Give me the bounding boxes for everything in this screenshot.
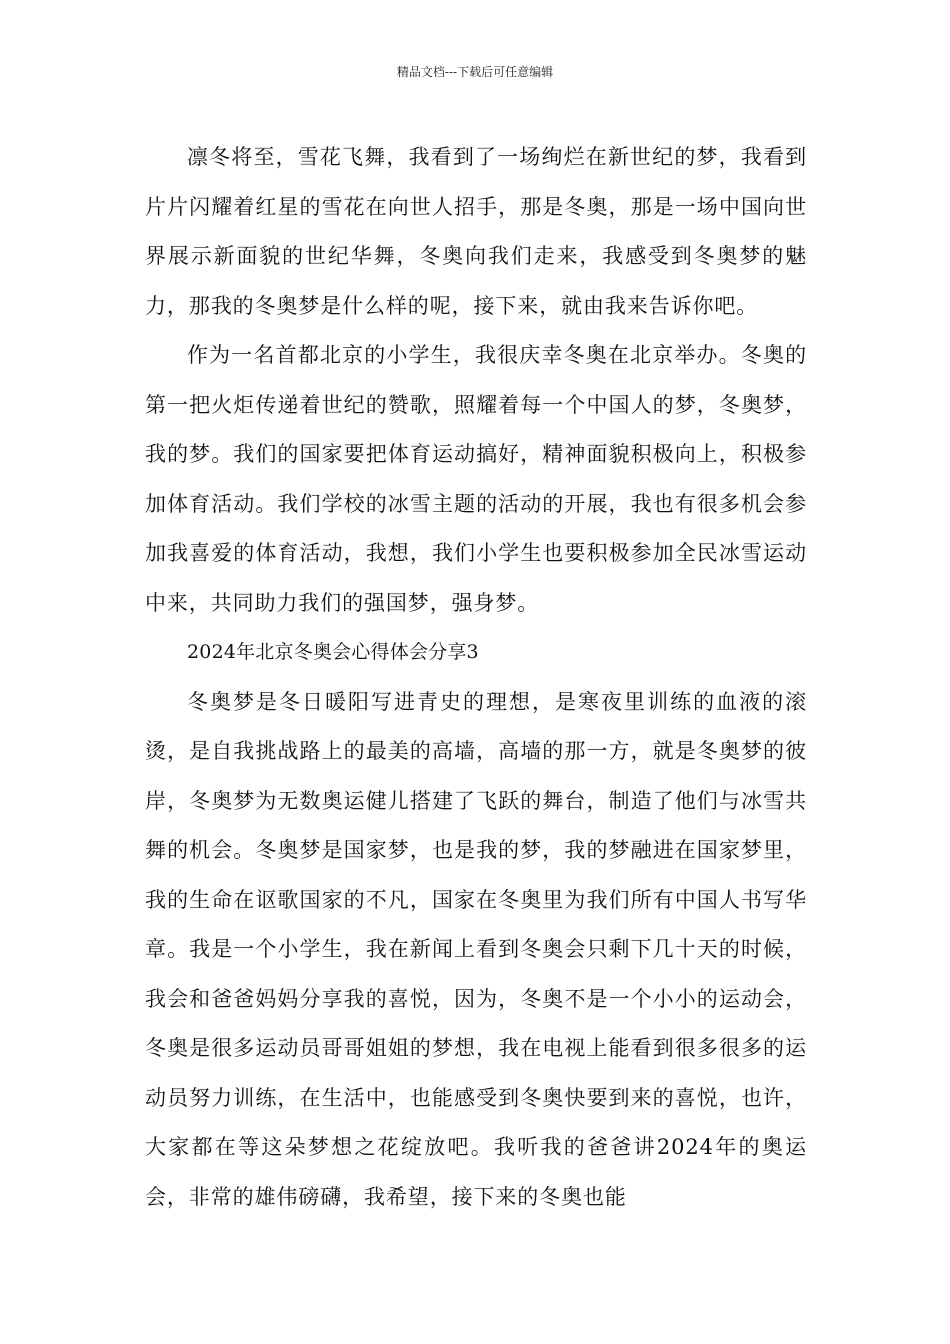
paragraph-winter-dream: 凛冬将至，雪花飞舞，我看到了一场绚烂在新世纪的梦，我看到片片闪耀着红星的雪花在向世人招手，那是冬奥，那是一场中国向世界展示新面貌的世纪华舞，冬奥向我们走来，我感受到冬奥梦的魅力，那我的冬奥梦是什么样的呢，接下来，就由我来告诉你吧。 [145, 145, 807, 318]
section-heading: 2024年北京冬奥会心得体会分享3 [187, 641, 479, 663]
page-header: 精品文档---下载后可任意编辑 [396, 65, 554, 79]
paragraph-beijing-student: 作为一名首都北京的小学生，我很庆幸冬奥在北京举办。冬奥的第一把火炬传递着世纪的赞歌，照耀着每一个中国人的梦，冬奥梦，我的梦。我们的国家要把体育运动搞好，精神面貌积极向上，积极参加体育活动。我们学校的冰雪主题的活动的开展，我也有很多机会参加我喜爱的体育活动，我想，我们小学生也要积极参加全民冰雪运动中来，共同助力我们的强国梦，强身梦。 [145, 343, 807, 615]
paragraph-olympic-dream: 冬奥梦是冬日暖阳写进青史的理想，是寒夜里训练的血液的滚烫，是自我挑战路上的最美的高墙，高墙的那一方，就是冬奥梦的彼岸，冬奥梦为无数奥运健儿搭建了飞跃的舞台，制造了他们与冰雪共舞的机会。冬奥梦是国家梦，也是我的梦，我的梦融进在国家梦里，我的生命在讴歌国家的不凡，国家在冬奥里为我们所有中国人书写华章。我是一个小学生，我在新闻上看到冬奥会只剩下几十天的时候，我会和爸爸妈妈分享我的喜悦，因为，冬奥不是一个小小的运动会，冬奥是很多运动员哥哥姐姐的梦想，我在电视上能看到很多很多的运动员努力训练，在生活中，也能感受到冬奥快要到来的喜悦，也许，大家都在等这朵梦想之花绽放吧。我听我的爸爸讲2024年的奥运会，非常的雄伟磅礴，我希望，接下来的冬奥也能 [145, 689, 807, 1209]
document-body [145, 133, 807, 1222]
